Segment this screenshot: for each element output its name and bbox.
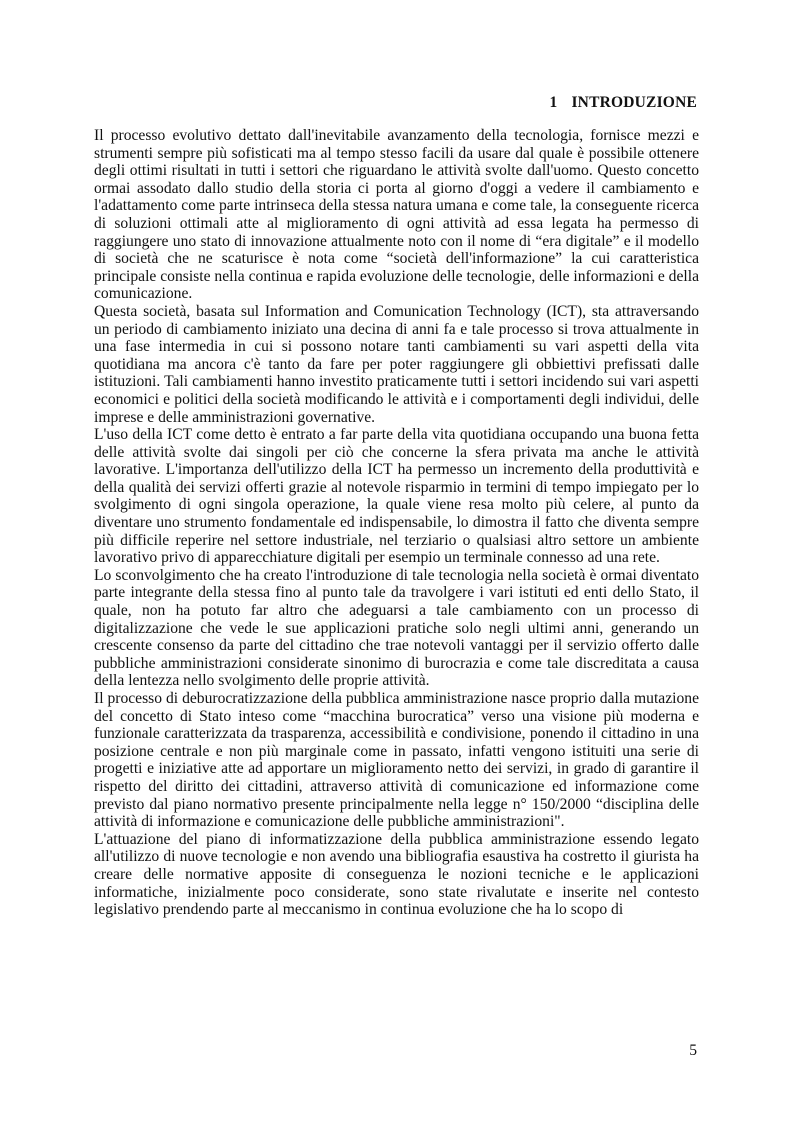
chapter-number: 1 <box>549 94 558 111</box>
body-text <box>94 127 699 919</box>
paragraph: L'uso della ICT come detto è entrato a far parte della vita quotidiana occupando una buona fetta delle attività svolte dai singoli per ciò che concerne la sfera privata ma anche le attività lavorative. L'importanza dell'utilizzo della ICT ha permesso un incremento della produttività e della qualità dei servizi offerti grazie al notevole risparmio in termini di tempo impiegato per lo svolgimento di ogni singola operazione, la quale viene resa molto più celere, al punto da diventare uno strumento fondamentale ed indispensabile, lo dimostra il fatto che diventa sempre più difficile reperire nel settore industriale, nel terziario o qualsiasi altro settore un ambiente lavorativo privo di apparecchiature digitali per esempio un terminale connesso ad una rete. <box>94 426 699 567</box>
paragraph: Il processo evolutivo dettato dall'inevitabile avanzamento della tecnologia, fornisce mezzi e strumenti sempre più sofisticati ma al tempo stesso facili da usare dal quale è possibile ottenere degli ottimi risultati in tutti i settori che riguardano le attività svolte dall'uomo. Questo concetto ormai assodato dallo studio della storia ci porta al giorno d'oggi a vedere il cambiamento e l'adattamento come parte intrinseca della stessa natura umana e come tale, la conseguente ricerca di soluzioni ottimali atte al miglioramento di ogni attività ad essa legata ha permesso di raggiungere uno stato di innovazione attualmente noto con il nome di “era digitale” e il modello di società che ne scaturisce è nota come “società dell'informazione” la cui caratteristica principale consiste nella continua e rapida evoluzione delle tecnologie, delle informazioni e della comunicazione. <box>94 127 699 303</box>
chapter-heading <box>549 94 697 112</box>
paragraph: Questa società, basata sul Information and Comunication Technology (ICT), sta attraversando un periodo di cambiamento iniziato una decina di anni fa e tale processo si trova attualmente in una fase intermedia in cui si possono notare tanti cambiamenti su vari aspetti della vita quotidiana ma ancora c'è tanto da fare per poter raggiungere gli obbiettivi prefissati dalle istituzioni. Tali cambiamenti hanno investito praticamente tutti i settori incidendo sui vari aspetti economici e politici della società modificando le attività e i comportamenti degli individui, delle imprese e delle amministrazioni governative. <box>94 302 699 426</box>
page-number: 5 <box>689 1042 697 1059</box>
paragraph: Lo sconvolgimento che ha creato l'introduzione di tale tecnologia nella società è ormai diventato parte integrante della stessa fino al punto tale da travolgere i vari istituti ed enti dello Stato, il quale, non ha potuto far altro che adeguarsi a tale cambiamento con un processo di digitalizzazione che vede le sue applicazioni pratiche solo negli ultimi anni, generando un crescente consenso da parte del cittadino che trae notevoli vantaggi per il servizio offerto dalle pubbliche amministrazioni considerate sinonimo di burocrazia e come tale discreditata a causa della lentezza nello svolgimento delle proprie attività. <box>94 566 699 690</box>
chapter-title: INTRODUZIONE <box>571 94 697 111</box>
paragraph: L'attuazione del piano di informatizzazione della pubblica amministrazione essendo legato all'utilizzo di nuove tecnologie e non avendo una bibliografia esaustiva ha costretto il giurista ha creare delle normative apposite di conseguenza le nozioni tecniche e le applicazioni informatiche, inizialmente poco considerate, sono state rivalutate e inserite nel contesto legislativo prendendo parte al meccanismo in continua evoluzione che ha lo scopo di <box>94 830 699 919</box>
paragraph: Il processo di deburocratizzazione della pubblica amministrazione nasce proprio dalla mutazione del concetto di Stato inteso come “macchina burocratica” verso una visione più moderna e funzionale caratterizzata da trasparenza, accessibilità e condivisione, ponendo il cittadino in una posizione centrale e non più marginale come in passato, infatti vengono istituiti una serie di progetti e iniziative atte ad apportare un miglioramento netto dei servizi, in grado di garantire il rispetto del diritto dei cittadini, attraverso attività di comunicazione ed informazione come previsto dal piano normativo presente principalmente nella legge n° 150/2000 “disciplina delle attività di informazione e comunicazione delle pubbliche amministrazioni". <box>94 690 699 831</box>
